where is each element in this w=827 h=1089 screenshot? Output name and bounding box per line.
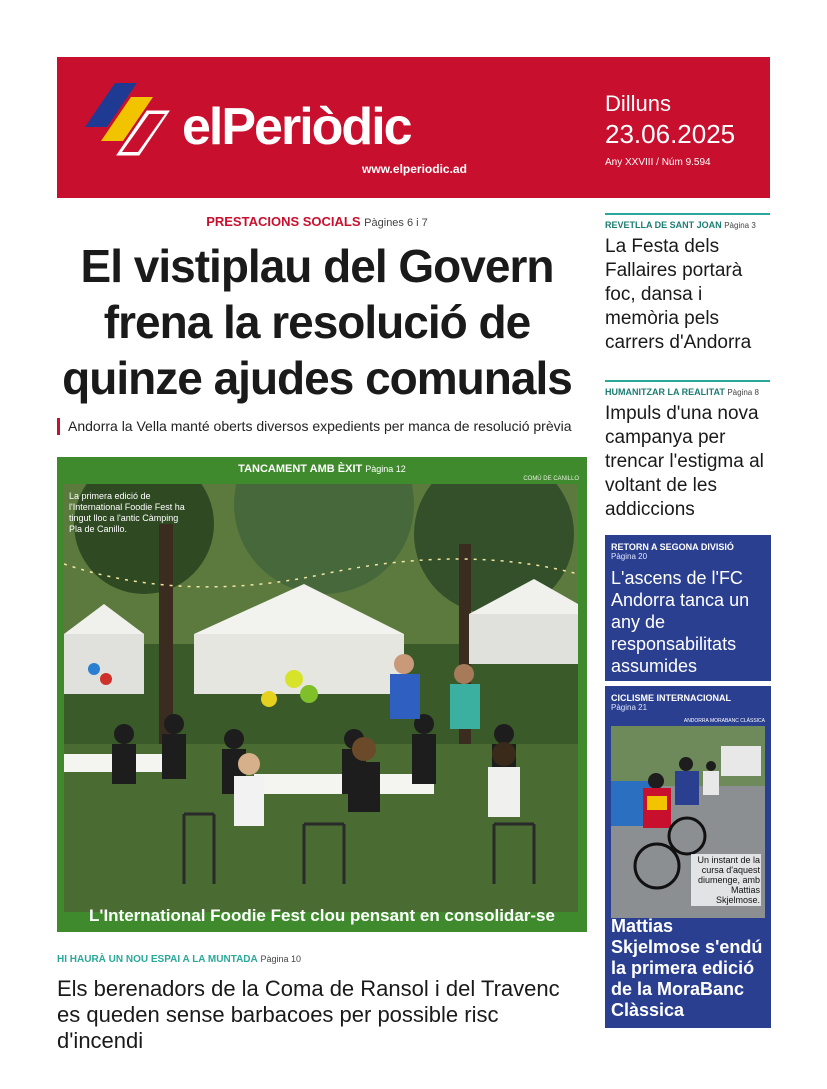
side-story-2-kicker (605, 380, 770, 397)
side-story-3-section: RETORN A SEGONA DIVISIÓ (611, 542, 734, 552)
side-story-3[interactable] (605, 535, 771, 681)
side-story-4-section: CICLISME INTERNACIONAL (611, 693, 731, 703)
logo-el: el (182, 98, 222, 156)
side-story-2-headline[interactable]: Impuls d'una nova campanya per trencar l'estigma al voltant de les addiccions (605, 403, 764, 520)
side-story-3-pages: Pàgina 20 (611, 552, 648, 561)
photo-story-pages: Pàgina 12 (365, 464, 406, 474)
bottom-story-pages: Pàgina 10 (260, 954, 302, 964)
bottom-story-kicker[interactable] (57, 954, 301, 965)
side-story-3-headline[interactable]: L'ascens de l'FC Andorra tanca un any de responsabilitats assumides (611, 568, 750, 676)
bottom-story-section: HI HAURÀ UN NOU ESPAI A LA MUNTADA (57, 954, 258, 965)
side-story-1-headline[interactable]: La Festa dels Fallaires portarà foc, dansa i memòria pels carrers d'Andorra (605, 236, 752, 353)
cycling-photo-caption: Un instant de la cursa d'aquest diumenge, amb Mattias Skjelmose. (691, 854, 761, 906)
photo-story-section: TANCAMENT AMB ÈXIT (238, 463, 363, 475)
festival-scene-illustration (64, 484, 578, 912)
side-story-1-kicker (605, 213, 770, 230)
side-story-1[interactable] (605, 213, 770, 355)
andorra-flag-logo-icon (85, 83, 175, 171)
main-story-kicker[interactable] (57, 214, 577, 229)
site-url-link[interactable]: www.elperiodic.ad (362, 162, 467, 176)
issue-number: Any XXVIII / Núm 9.594 (605, 157, 711, 168)
main-subhead: Andorra la Vella manté oberts diversos expedients per manca de resolució prèvia (57, 418, 587, 435)
festival-photo (64, 484, 578, 912)
side-story-4-headline[interactable]: Mattias Skjelmose s'endú la primera edició de la MoraBanc Clàssica (611, 916, 763, 1020)
side-story-2[interactable] (605, 380, 770, 522)
side-story-4-pages: Pàgina 21 (611, 703, 648, 712)
side-story-4[interactable] (605, 686, 771, 1028)
logo-wordmark[interactable] (182, 98, 411, 156)
photo-caption: La primera edició de l'International Foodie Fest ha tingut lloc a l'antic Càmping Pla de Canillo. (69, 491, 185, 534)
main-story-pages: Pàgines 6 i 7 (364, 217, 428, 229)
photo-story[interactable] (57, 457, 587, 932)
side-story-2-pages: Pàgina 8 (727, 388, 759, 397)
photo-story-title[interactable]: L'International Foodie Fest clou pensant en consolidar-se (89, 906, 555, 925)
photo-credit: COMÚ DE CANILLO (523, 476, 579, 482)
main-headline[interactable]: El vistiplau del Govern frena la resolució de quinze ajudes comunals (62, 240, 572, 404)
main-story-section: PRESTACIONS SOCIALS (206, 214, 361, 229)
side-story-1-pages: Pàgina 3 (724, 221, 756, 230)
issue-day: Dilluns (605, 91, 672, 116)
issue-date: 23.06.2025 (605, 119, 736, 149)
logo-name: Periòdic (221, 98, 411, 156)
side-story-1-section: REVETLLA DE SANT JOAN (605, 220, 722, 230)
masthead (57, 57, 770, 198)
bottom-story-headline[interactable]: Els berenadors de la Coma de Ransol i del Travenc es queden sense barbacoes per possible risc d'incendi (57, 976, 560, 1053)
photo-story-kicker (57, 463, 587, 475)
side-story-2-section: HUMANITZAR LA REALITAT (605, 387, 725, 397)
cycling-photo-credit: ANDORRA MORABANC CLÀSSICA (683, 718, 765, 724)
